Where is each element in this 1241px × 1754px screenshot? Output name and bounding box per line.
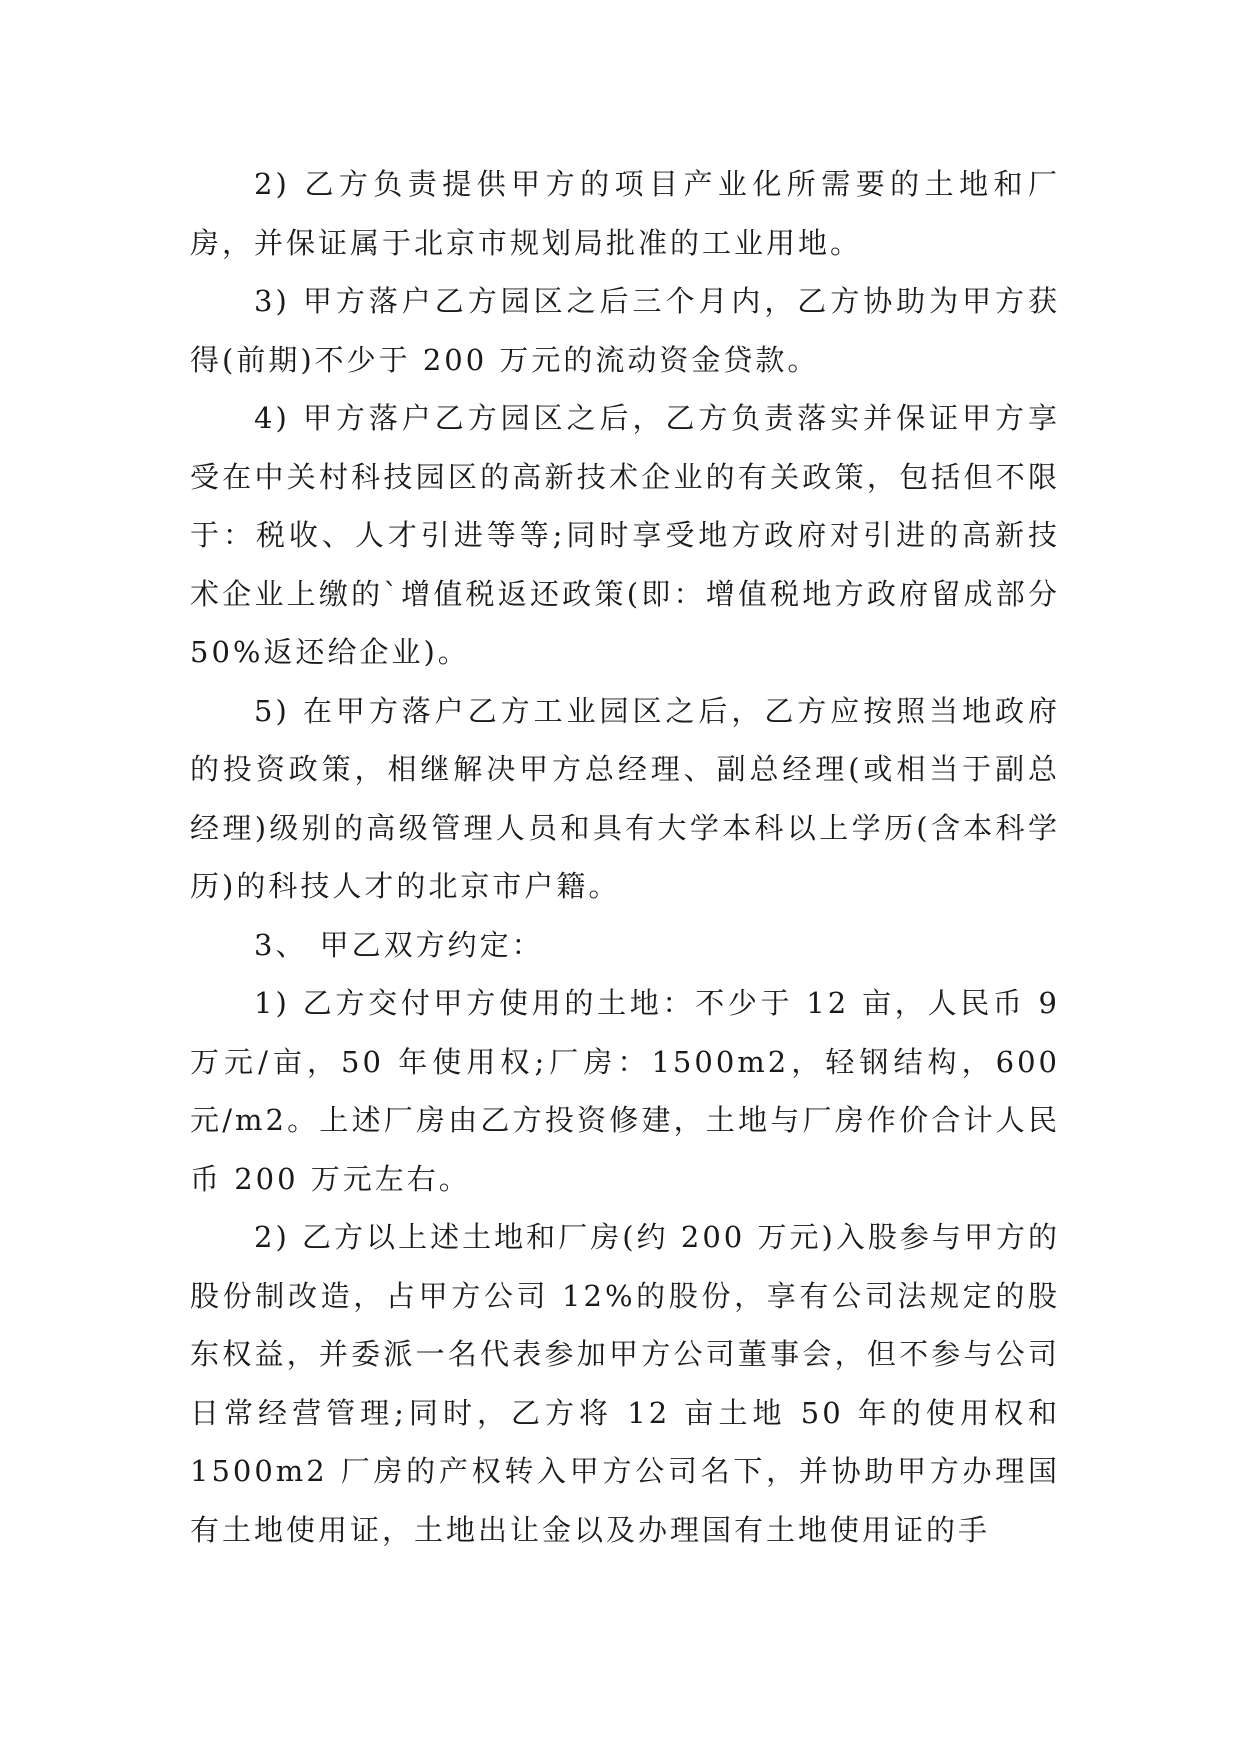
section-heading-agreement: 3、 甲乙双方约定： <box>254 927 544 962</box>
paragraph-loan-assistance: 3) 甲方落户乙方园区之后三个月内，乙方协助为甲方获得(前期)不少于 200 万元的流动资金贷款。 <box>190 284 1060 377</box>
paragraph-policy-benefits: 4) 甲方落户乙方园区之后，乙方负责落实并保证甲方享受在中关村科技园区的高新技术企业的有关政策，包括但不限于：税收、人才引进等等;同时享受地方政府对引进的高新技术企业上缴的`增值税返还政策(即：增值税地方政府留成部分 50%返还给企业)。 <box>190 401 1060 669</box>
paragraph-equity-terms: 2) 乙方以上述土地和厂房(约 200 万元)入股参与甲方的股份制改造，占甲方公司 12%的股份，享有公司法规定的股东权益，并委派一名代表参加甲方公司董事会，但不参与公司日常经营管理;同时，乙方将 12 亩土地 50 年的使用权和 1500m2 厂房的产权转入甲方公司名下，并协助甲方办理国有土地使用证，土地出让金以及办理国有土地使用证的手 <box>190 1220 1060 1547</box>
paragraph-land-provision: 2) 乙方负责提供甲方的项目产业化所需要的土地和厂房，并保证属于北京市规划局批准的工业用地。 <box>190 167 1060 260</box>
paragraph-household-registration: 5) 在甲方落户乙方工业园区之后，乙方应按照当地政府的投资政策，相继解决甲方总经理、副总经理(或相当于副总经理)级别的高级管理人员和具有大学本科以上学历(含本科学历)的科技人才的北京市户籍。 <box>190 693 1060 903</box>
paragraph-land-terms: 1) 乙方交付甲方使用的土地：不少于 12 亩，人民币 9 万元/亩，50 年使用权;厂房：1500m2，轻钢结构，600 元/m2。上述厂房由乙方投资修建，土地与厂房作价合计人民币 200 万元左右。 <box>190 986 1060 1196</box>
document-page <box>190 155 1060 1559</box>
